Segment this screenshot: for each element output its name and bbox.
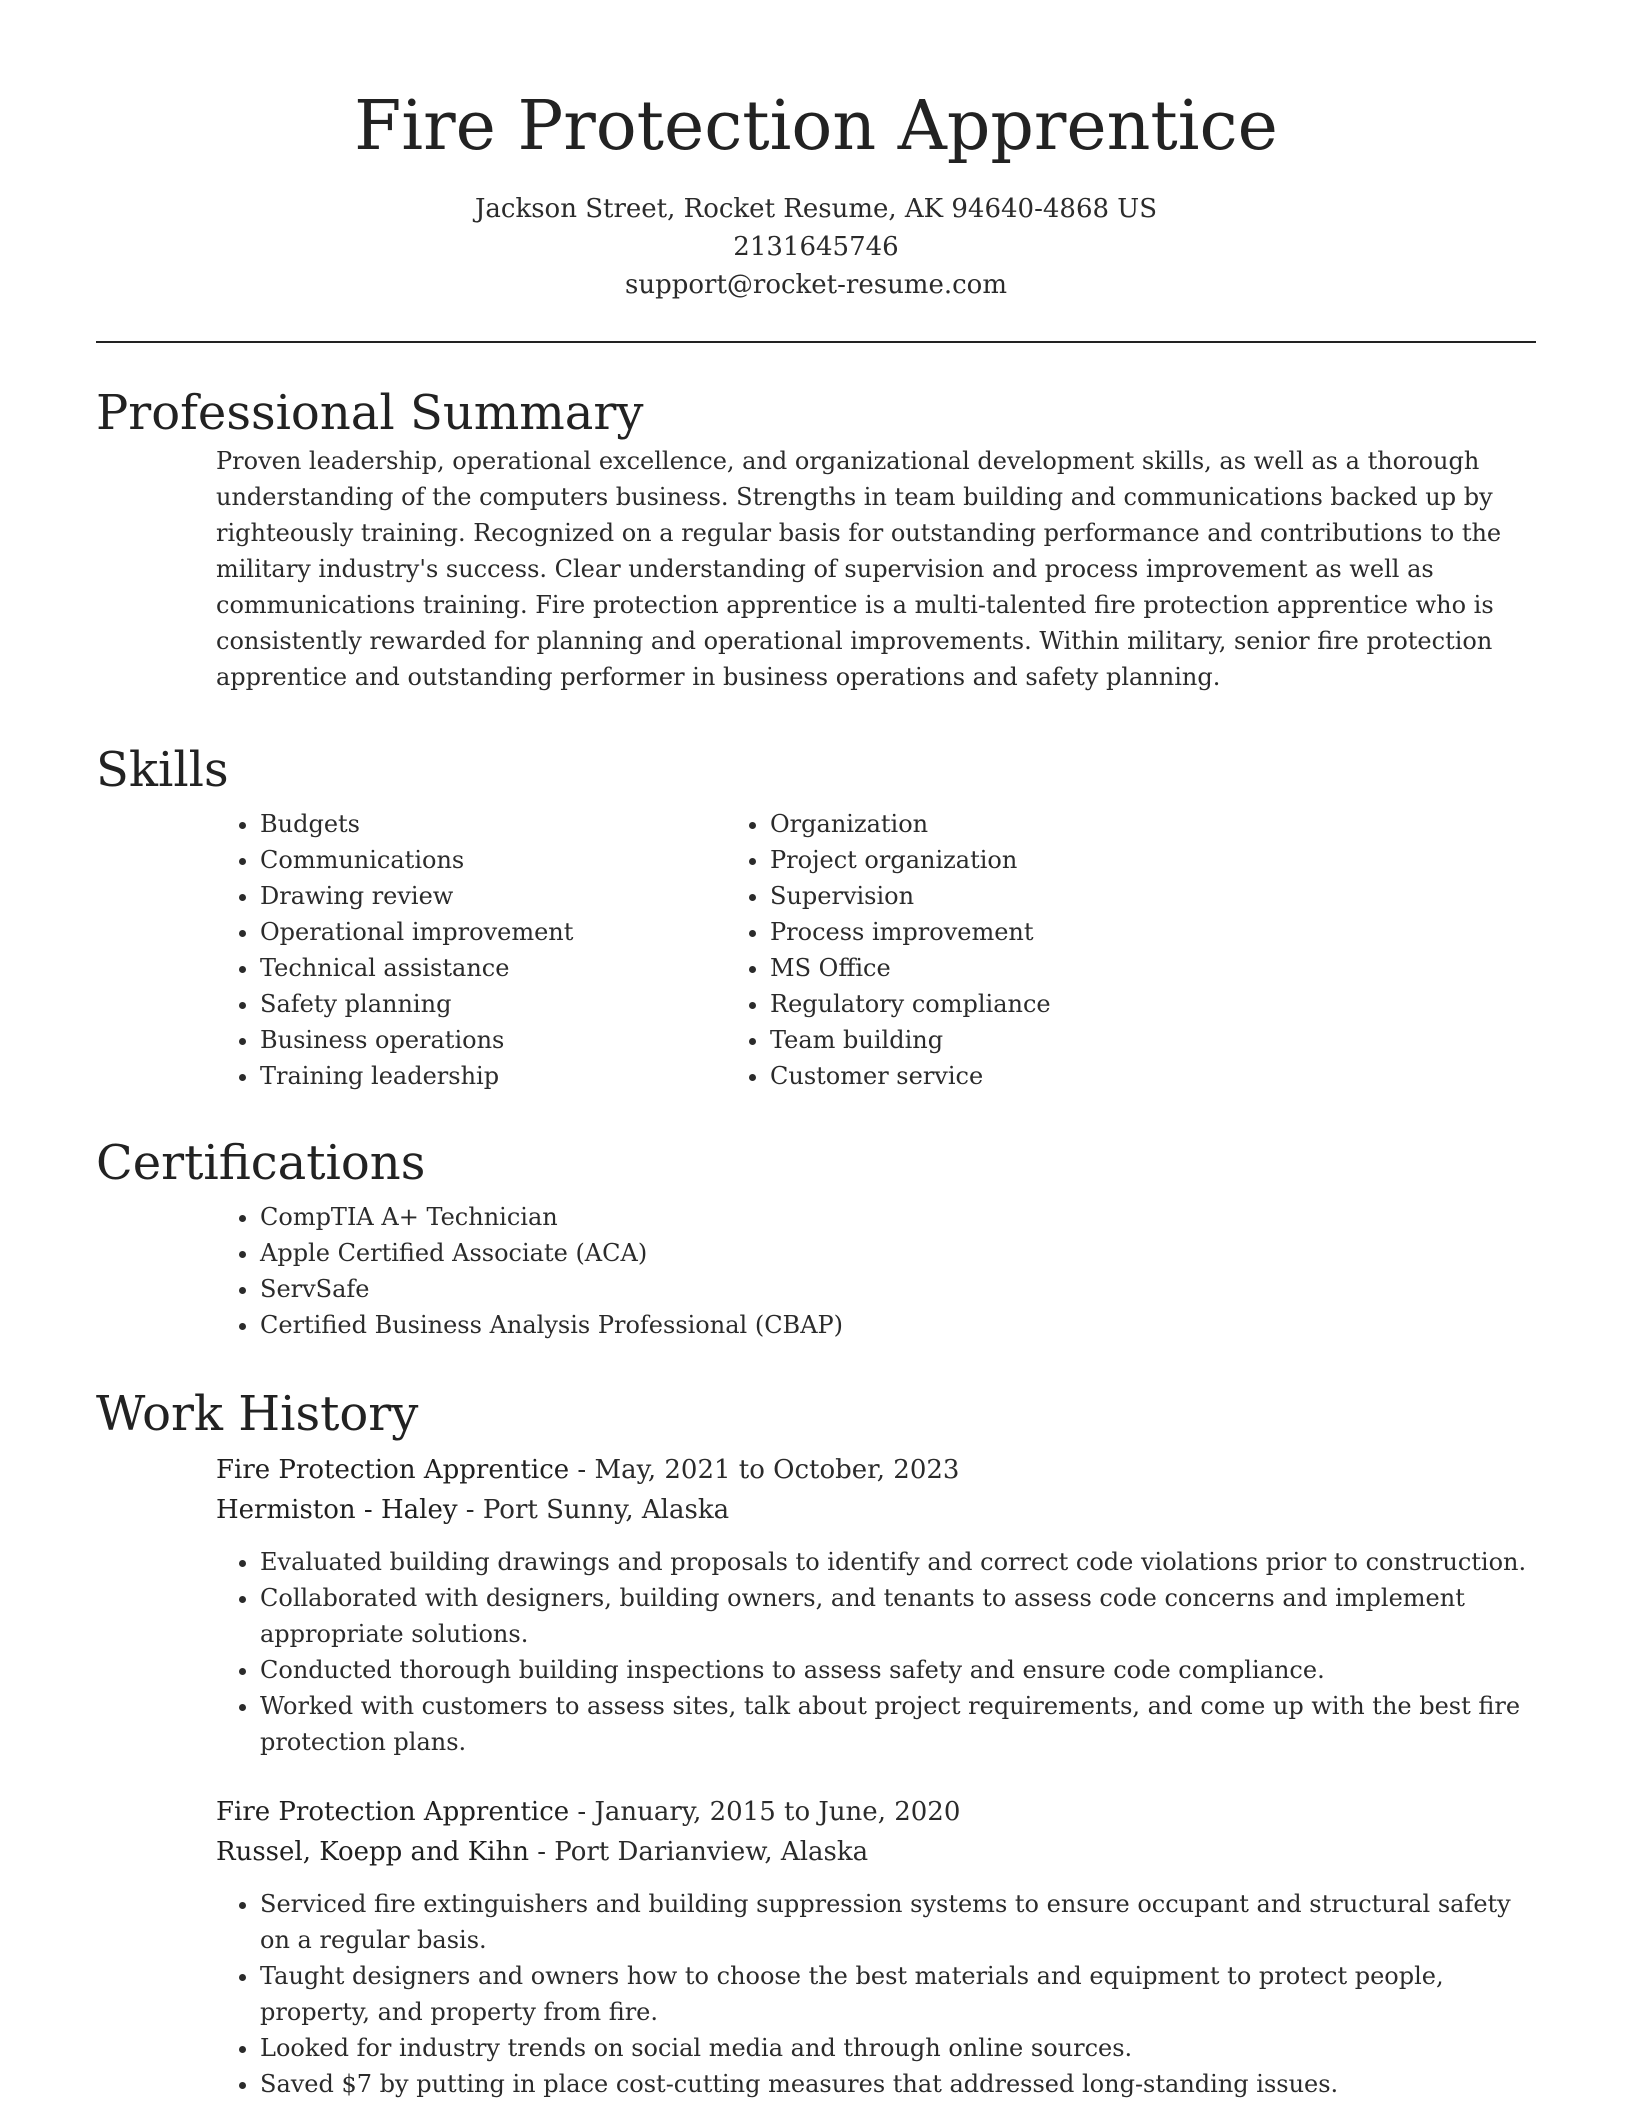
certification-item: • Apple Certified Associate (ACA) xyxy=(260,1235,1536,1271)
job-bullet: • Evaluated building drawings and proposals to identify and correct code violations prior to construction. xyxy=(260,1544,1536,1580)
certifications-title: Certifications xyxy=(96,1135,426,1191)
skill-item: • Team building xyxy=(770,1022,1396,1058)
job-dates: - May, 2021 to October, 2023 xyxy=(569,1455,960,1485)
skill-item: • Safety planning xyxy=(260,986,746,1022)
job-location: - Port Sunny, Alaska xyxy=(457,1495,730,1525)
skill-item: • Process improvement xyxy=(770,914,1396,950)
job-bullet: • Taught designers and owners how to choose the best materials and equipment to protect people, property, and property from fire. xyxy=(260,1958,1536,2030)
skill-item: • Regulatory compliance xyxy=(770,986,1396,1022)
job-company: Hermiston - Haley xyxy=(216,1495,458,1525)
candidate-name: Fire Protection Apprentice xyxy=(354,87,1278,166)
resume-header xyxy=(0,82,1632,304)
skill-item: • Technical assistance xyxy=(260,950,746,986)
skill-item: • Budgets xyxy=(260,806,746,842)
summary-title: Professional Summary xyxy=(96,385,644,441)
job-entry xyxy=(216,1792,1536,2102)
skill-item: • Business operations xyxy=(260,1022,746,1058)
skills-grid xyxy=(96,806,1536,1094)
skill-item: • Operational improvement xyxy=(260,914,746,950)
skills-title: Skills xyxy=(96,742,229,798)
header-divider xyxy=(96,341,1536,343)
skill-item: • Drawing review xyxy=(260,878,746,914)
skills-column-right xyxy=(746,806,1396,1094)
job-role: Fire Protection Apprentice xyxy=(216,1797,570,1827)
summary-section xyxy=(96,383,1536,695)
summary-text: Proven leadership, operational excellence, and organizational development skills, as well as a thorough understanding of the computers business. Strengths in team building and communications backed up by righteously training. Recognized on a regular basis for outstanding performance and contributions to the military industry's success. Clear understanding of supervision and process improvement as well as communications training. Fire protection apprentice is a multi-talented fire protection apprentice who is consistently rewarded for planning and operational improvements. Within military, senior fire protection apprentice and outstanding performer in business operations and safety planning. xyxy=(216,447,1502,691)
job-bullet: • Collaborated with designers, building owners, and tenants to assess code concerns and implement appropriate solutions. xyxy=(260,1580,1536,1652)
job-title-line xyxy=(216,1450,1536,1490)
job-company-line xyxy=(216,1490,1536,1530)
skill-item: • Customer service xyxy=(770,1058,1396,1094)
job-role: Fire Protection Apprentice xyxy=(216,1455,570,1485)
certifications-section xyxy=(96,1133,1536,1343)
skills-section xyxy=(96,740,1536,1094)
skill-item: • Organization xyxy=(770,806,1396,842)
skill-item: • MS Office xyxy=(770,950,1396,986)
address: Jackson Street, Rocket Resume, AK 94640-4868 US xyxy=(474,194,1158,224)
phone: 2131645746 xyxy=(733,232,899,262)
skill-item: • Communications xyxy=(260,842,746,878)
work-history-section xyxy=(96,1384,1536,2102)
job-company: Russel, Koepp and Kihn xyxy=(216,1837,529,1867)
job-bullet: • Conducted thorough building inspections to assess safety and ensure code compliance. xyxy=(260,1652,1536,1688)
certification-item: • Certified Business Analysis Professional (CBAP) xyxy=(260,1307,1536,1343)
job-title-line xyxy=(216,1792,1536,1832)
job-bullet: • Serviced fire extinguishers and building suppression systems to ensure occupant and structural safety on a regular basis. xyxy=(260,1886,1536,1958)
skill-item: • Supervision xyxy=(770,878,1396,914)
job-dates: - January, 2015 to June, 2020 xyxy=(569,1797,961,1827)
skill-item: • Project organization xyxy=(770,842,1396,878)
work-history-title: Work History xyxy=(96,1386,419,1442)
skills-column-left xyxy=(96,806,746,1094)
job-location: - Port Darianview, Alaska xyxy=(528,1837,869,1867)
email: support@rocket-resume.com xyxy=(624,270,1007,300)
job-bullet: • Saved $7 by putting in place cost-cutting measures that addressed long-standing issues. xyxy=(260,2066,1536,2102)
certification-item: • ServSafe xyxy=(260,1271,1536,1307)
job-entry xyxy=(216,1450,1536,1760)
job-bullet: • Worked with customers to assess sites, talk about project requirements, and come up with the best fire protection plans. xyxy=(260,1688,1536,1760)
job-bullet: • Looked for industry trends on social media and through online sources. xyxy=(260,2030,1536,2066)
skill-item: • Training leadership xyxy=(260,1058,746,1094)
job-company-line xyxy=(216,1832,1536,1872)
certification-item: • CompTIA A+ Technician xyxy=(260,1199,1536,1235)
